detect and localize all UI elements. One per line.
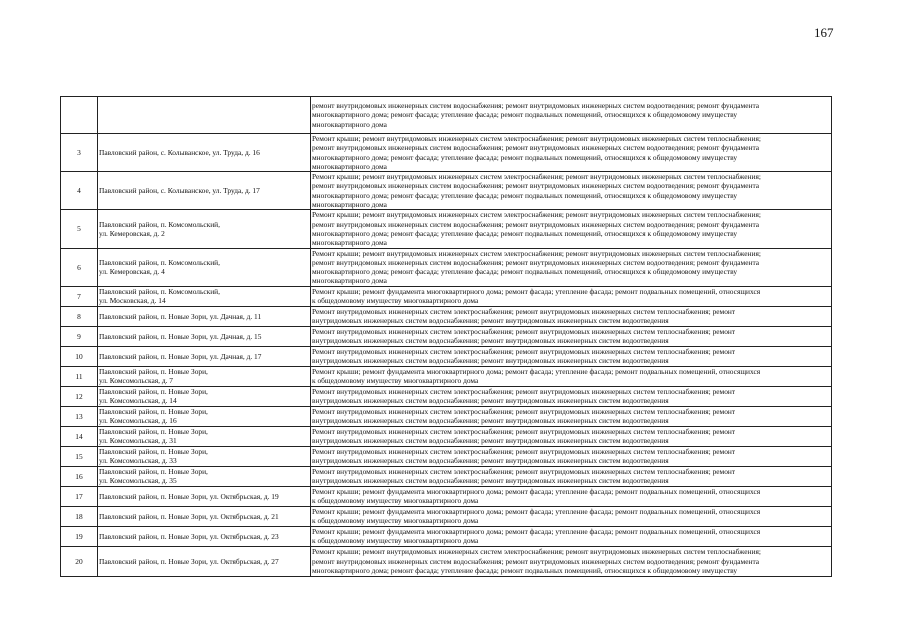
row-number: 9 [61,326,98,346]
table-row [61,210,832,248]
row-works: ремонт внутридомовых инженерных систем водоснабжения; ремонт внутридомовых инженерных систем водоотведения; ремонт фундамента многоквартирного дома; ремонт фасада; утепление фасада; ремонт подвальных помещений, относящихся к общедомовому имуществу многоквартирного дома [311,97,832,134]
table-row [61,248,832,286]
row-works: Ремонт крыши; ремонт фундамента многоквартирного дома; ремонт фасада; утепление фасада; ремонт подвальных помещений, относящихся к общедомовому имуществу многоквартирного дома [311,526,832,546]
table-row [61,386,832,406]
row-address: Павловский район, п. Новые Зори, ул. Комсомольская, д. 33 [98,446,311,466]
row-works: Ремонт внутридомовых инженерных систем электроснабжения; ремонт внутридомовых инженерных систем теплоснабжения; ремонт внутридомовых инженерных систем водоснабжения; ремонт внутридомовых инженерных систем водоотведения [311,326,832,346]
row-number: 3 [61,134,98,172]
row-number: 10 [61,346,98,366]
table-row [61,286,832,306]
row-address: Павловский район, п. Комсомольский, ул. Московская, д. 14 [98,286,311,306]
row-address: Павловский район, с. Колыванское, ул. Труда, д. 16 [98,134,311,172]
row-address: Павловский район, п. Новые Зори, ул. Дачная, д. 15 [98,326,311,346]
row-number: 12 [61,386,98,406]
table-row [61,426,832,446]
works-table [60,96,832,577]
works-table-body [61,97,832,577]
row-number: 4 [61,172,98,210]
table-row [61,172,832,210]
row-number: 19 [61,526,98,546]
row-address: Павловский район, п. Комсомольский, ул. Кемеровская, д. 2 [98,210,311,248]
row-works: Ремонт крыши; ремонт фундамента многоквартирного дома; ремонт фасада; утепление фасада; ремонт подвальных помещений, относящихся к общедомовому имуществу многоквартирного дома [311,486,832,506]
row-address: Павловский район, п. Новые Зори, ул. Октябрьская, д. 27 [98,546,311,576]
row-works: Ремонт внутридомовых инженерных систем электроснабжения; ремонт внутридомовых инженерных систем теплоснабжения; ремонт внутридомовых инженерных систем водоснабжения; ремонт внутридомовых инженерных систем водоотведения [311,466,832,486]
table-row [61,346,832,366]
row-number [61,97,98,134]
row-address: Павловский район, п. Новые Зори, ул. Октябрьская, д. 19 [98,486,311,506]
row-works: Ремонт внутридомовых инженерных систем электроснабжения; ремонт внутридомовых инженерных систем теплоснабжения; ремонт внутридомовых инженерных систем водоснабжения; ремонт внутридомовых инженерных систем водоотведения [311,446,832,466]
row-works: Ремонт внутридомовых инженерных систем электроснабжения; ремонт внутридомовых инженерных систем теплоснабжения; ремонт внутридомовых инженерных систем водоснабжения; ремонт внутридомовых инженерных систем водоотведения [311,426,832,446]
row-works: Ремонт крыши; ремонт внутридомовых инженерных систем электроснабжения; ремонт внутридомовых инженерных систем теплоснабжения; ремонт внутридомовых инженерных систем водоснабжения; ремонт внутридомовых инженерных систем водоотведения; ремонт фундамента многоквартирного дома; ремонт фасада; утепление фасада; ремонт подвальных помещений, относящихся к общедомовому имуществу многоквартирного дома [311,172,832,210]
row-address: Павловский район, п. Новые Зори, ул. Комсомольская, д. 16 [98,406,311,426]
row-address: Павловский район, п. Новые Зори, ул. Комсомольская, д. 7 [98,366,311,386]
row-works: Ремонт крыши; ремонт внутридомовых инженерных систем электроснабжения; ремонт внутридомовых инженерных систем теплоснабжения; ремонт внутридомовых инженерных систем водоснабжения; ремонт внутридомовых инженерных систем водоотведения; ремонт фундамента многоквартирного дома; ремонт фасада; утепление фасада; ремонт подвальных помещений, относящихся к общедомовому имуществу [311,546,832,576]
table-row [61,306,832,326]
row-number: 20 [61,546,98,576]
row-works: Ремонт крыши; ремонт фундамента многоквартирного дома; ремонт фасада; утепление фасада; ремонт подвальных помещений, относящихся к общедомовому имуществу многоквартирного дома [311,366,832,386]
page-number: 167 [814,25,834,40]
row-address: Павловский район, п. Новые Зори, ул. Комсомольская, д. 35 [98,466,311,486]
row-address: Павловский район, п. Новые Зори, ул. Дачная, д. 11 [98,306,311,326]
row-address: Павловский район, п. Новые Зори, ул. Октябрьская, д. 23 [98,526,311,546]
row-works: Ремонт внутридомовых инженерных систем электроснабжения; ремонт внутридомовых инженерных систем теплоснабжения; ремонт внутридомовых инженерных систем водоснабжения; ремонт внутридомовых инженерных систем водоотведения [311,406,832,426]
table-row [61,546,832,576]
row-works: Ремонт внутридомовых инженерных систем электроснабжения; ремонт внутридомовых инженерных систем теплоснабжения; ремонт внутридомовых инженерных систем водоснабжения; ремонт внутридомовых инженерных систем водоотведения [311,346,832,366]
row-address [98,97,311,134]
row-number: 8 [61,306,98,326]
table-row [61,366,832,386]
row-number: 13 [61,406,98,426]
row-number: 18 [61,506,98,526]
table-row [61,526,832,546]
row-number: 6 [61,248,98,286]
row-address: Павловский район, п. Новые Зори, ул. Комсомольская, д. 31 [98,426,311,446]
row-address: Павловский район, п. Новые Зори, ул. Октябрьская, д. 21 [98,506,311,526]
table-row [61,446,832,466]
row-works: Ремонт крыши; ремонт фундамента многоквартирного дома; ремонт фасада; утепление фасада; ремонт подвальных помещений, относящихся к общедомовому имуществу многоквартирного дома [311,286,832,306]
row-works: Ремонт крыши; ремонт фундамента многоквартирного дома; ремонт фасада; утепление фасада; ремонт подвальных помещений, относящихся к общедомовому имуществу многоквартирного дома [311,506,832,526]
row-address: Павловский район, п. Новые Зори, ул. Комсомольская, д. 14 [98,386,311,406]
row-number: 17 [61,486,98,506]
row-number: 15 [61,446,98,466]
row-number: 7 [61,286,98,306]
row-number: 5 [61,210,98,248]
row-address: Павловский район, с. Колыванское, ул. Труда, д. 17 [98,172,311,210]
row-works: Ремонт внутридомовых инженерных систем электроснабжения; ремонт внутридомовых инженерных систем теплоснабжения; ремонт внутридомовых инженерных систем водоснабжения; ремонт внутридомовых инженерных систем водоотведения [311,306,832,326]
table-row [61,406,832,426]
table-row [61,466,832,486]
row-address: Павловский район, п. Новые Зори, ул. Дачная, д. 17 [98,346,311,366]
row-works: Ремонт внутридомовых инженерных систем электроснабжения; ремонт внутридомовых инженерных систем теплоснабжения; ремонт внутридомовых инженерных систем водоснабжения; ремонт внутридомовых инженерных систем водоотведения [311,386,832,406]
row-address: Павловский район, п. Комсомольский, ул. Кемеровская, д. 4 [98,248,311,286]
table-row [61,506,832,526]
row-number: 11 [61,366,98,386]
table-row [61,486,832,506]
row-works: Ремонт крыши; ремонт внутридомовых инженерных систем электроснабжения; ремонт внутридомовых инженерных систем теплоснабжения; ремонт внутридомовых инженерных систем водоснабжения; ремонт внутридомовых инженерных систем водоотведения; ремонт фундамента многоквартирного дома; ремонт фасада; утепление фасада; ремонт подвальных помещений, относящихся к общедомовому имуществу многоквартирного дома [311,210,832,248]
row-number: 14 [61,426,98,446]
row-number: 16 [61,466,98,486]
table-row [61,134,832,172]
table-row [61,326,832,346]
row-works: Ремонт крыши; ремонт внутридомовых инженерных систем электроснабжения; ремонт внутридомовых инженерных систем теплоснабжения; ремонт внутридомовых инженерных систем водоснабжения; ремонт внутридомовых инженерных систем водоотведения; ремонт фундамента многоквартирного дома; ремонт фасада; утепление фасада; ремонт подвальных помещений, относящихся к общедомовому имуществу многоквартирного дома [311,134,832,172]
table-row [61,97,832,134]
row-works: Ремонт крыши; ремонт внутридомовых инженерных систем электроснабжения; ремонт внутридомовых инженерных систем теплоснабжения; ремонт внутридомовых инженерных систем водоснабжения; ремонт внутридомовых инженерных систем водоотведения; ремонт фундамента многоквартирного дома; ремонт фасада; утепление фасада; ремонт подвальных помещений, относящихся к общедомовому имуществу многоквартирного дома [311,248,832,286]
